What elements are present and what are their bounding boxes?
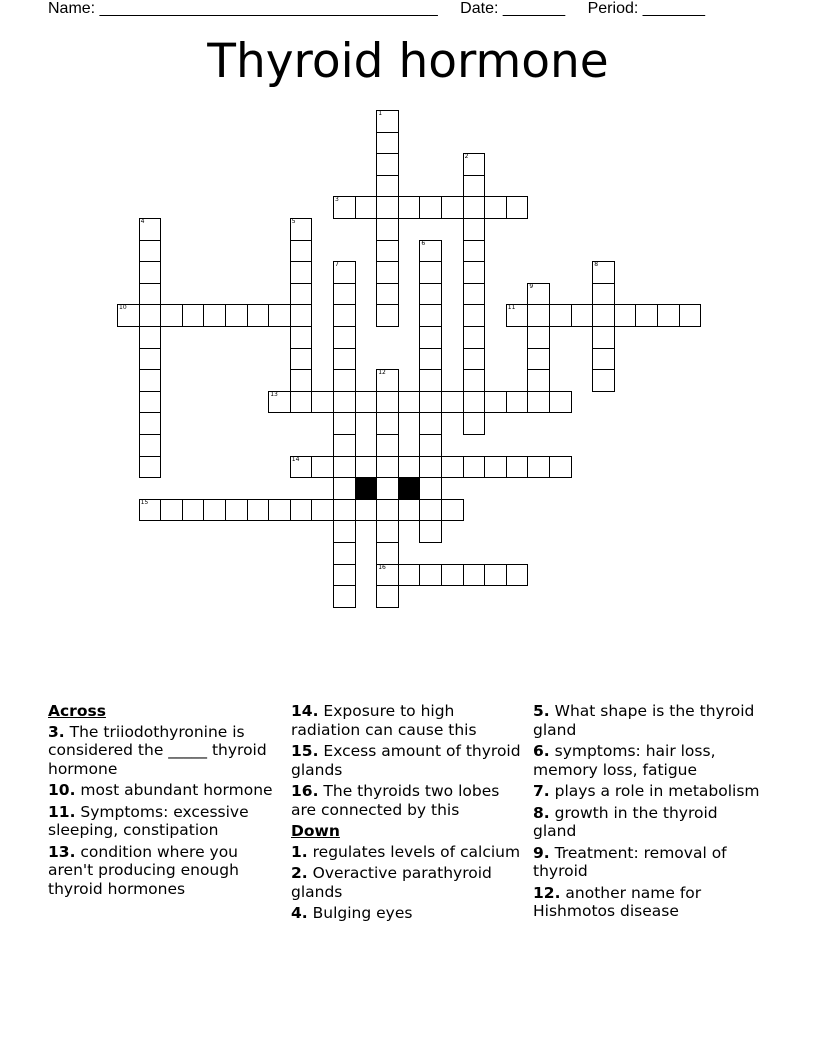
crossword-cell[interactable] (290, 456, 313, 479)
crossword-cell[interactable] (592, 283, 615, 306)
crossword-cell[interactable] (463, 261, 486, 284)
crossword-cell[interactable] (376, 499, 399, 522)
crossword-cell[interactable] (484, 456, 507, 479)
crossword-cell[interactable] (333, 412, 356, 435)
clue-text: Symptoms: excessive sleeping, constipation (48, 802, 249, 839)
clue-number: 12. (533, 883, 561, 902)
crossword-cell[interactable] (333, 434, 356, 457)
crossword-cell[interactable] (463, 564, 486, 587)
crossword-cell[interactable] (333, 499, 356, 522)
crossword-cell[interactable] (311, 499, 334, 522)
cell-number: 13 (270, 390, 278, 398)
crossword-cell[interactable] (139, 261, 162, 284)
clue-across-15 (291, 742, 521, 779)
cell-number: 2 (464, 153, 469, 161)
crossword-cell[interactable] (160, 499, 183, 522)
clue-down-5 (533, 702, 763, 739)
crossword-cell[interactable] (527, 283, 550, 306)
crossword-cell[interactable] (419, 434, 442, 457)
crossword-cell[interactable] (333, 542, 356, 565)
crossword-cell[interactable] (527, 348, 550, 371)
crossword-cell[interactable] (139, 240, 162, 263)
clue-down-4 (291, 904, 521, 923)
crossword-cell[interactable] (139, 499, 162, 522)
crossword-cell[interactable] (139, 218, 162, 241)
clue-down-9 (533, 844, 763, 881)
clue-across-3 (48, 723, 278, 779)
clue-down-1 (291, 843, 521, 862)
crossword-cell[interactable] (592, 261, 615, 284)
crossword-cell[interactable] (268, 304, 291, 327)
crossword-cell[interactable] (506, 196, 529, 219)
crossword-cell[interactable] (268, 499, 291, 522)
crossword-cell[interactable] (463, 369, 486, 392)
clue-across-14 (291, 702, 521, 739)
crossword-cell[interactable] (160, 304, 183, 327)
cell-number: 12 (378, 369, 386, 377)
crossword-cell[interactable] (376, 391, 399, 414)
crossword-cell[interactable] (592, 304, 615, 327)
crossword-cell[interactable] (290, 240, 313, 263)
page-title: Thyroid hormone (207, 34, 609, 89)
clue-across-13 (48, 843, 278, 899)
crossword-cell[interactable] (419, 369, 442, 392)
crossword-cell[interactable] (506, 304, 529, 327)
clue-down-2 (291, 864, 521, 901)
crossword-cell[interactable] (311, 456, 334, 479)
crossword-cell[interactable] (463, 456, 486, 479)
crossword-cell[interactable] (376, 132, 399, 155)
clue-text: condition where you aren't producing enough thyroid hormones (48, 842, 239, 898)
crossword-cell[interactable] (333, 348, 356, 371)
crossword-cell[interactable] (290, 499, 313, 522)
crossword-cell[interactable] (484, 196, 507, 219)
crossword-cell[interactable] (592, 326, 615, 349)
crossword-cell[interactable] (592, 348, 615, 371)
clue-number: 8. (533, 803, 550, 822)
crossword-cell[interactable] (311, 391, 334, 414)
crossword-cell[interactable] (203, 499, 226, 522)
crossword-cell[interactable] (441, 499, 464, 522)
crossword-cell[interactable] (376, 520, 399, 543)
crossword-cell[interactable] (441, 196, 464, 219)
crossword-cell[interactable] (376, 110, 399, 133)
crossword-cell[interactable] (182, 499, 205, 522)
clue-number: 15. (291, 742, 319, 760)
clue-down-8 (533, 804, 763, 841)
crossword-cell[interactable] (679, 304, 702, 327)
name-field[interactable]: Name: ______________________________________ (48, 0, 438, 17)
crossword-cell[interactable] (657, 304, 680, 327)
clue-column-1 (48, 702, 278, 901)
clue-across-10 (48, 781, 278, 800)
crossword-cell[interactable] (117, 304, 140, 327)
crossword-cell[interactable] (398, 196, 421, 219)
cell-number: 6 (421, 239, 426, 247)
clue-text: regulates levels of calcium (312, 842, 521, 861)
clue-number: 7. (533, 782, 550, 800)
clue-text: Treatment: removal of thyroid (533, 843, 727, 880)
cell-number: 1 (378, 110, 383, 117)
crossword-cell[interactable] (247, 499, 270, 522)
crossword-cell[interactable] (506, 391, 529, 414)
crossword-cell[interactable] (463, 283, 486, 306)
crossword-cell[interactable] (506, 456, 529, 479)
crossword-cell[interactable] (355, 196, 378, 219)
crossword-cell[interactable] (139, 348, 162, 371)
clue-number: 11. (48, 802, 76, 821)
crossword-cell[interactable] (333, 456, 356, 479)
crossword-cell[interactable] (419, 283, 442, 306)
crossword-cell[interactable] (290, 261, 313, 284)
crossword-cell[interactable] (333, 304, 356, 327)
crossword-cell[interactable] (290, 283, 313, 306)
clue-number: 13. (48, 842, 76, 861)
cell-number: 11 (507, 304, 516, 312)
clue-number: 10. (48, 781, 76, 799)
crossword-cell[interactable] (419, 348, 442, 371)
clue-text: Exposure to high radiation can cause this (291, 702, 477, 739)
crossword-cell[interactable] (635, 304, 658, 327)
crossword-cell[interactable] (247, 304, 270, 327)
crossword-cell[interactable] (333, 564, 356, 587)
crossword-cell[interactable] (225, 499, 248, 522)
crossword-cell[interactable] (463, 326, 486, 349)
crossword-cell[interactable] (139, 369, 162, 392)
crossword-cell[interactable] (376, 304, 399, 327)
crossword-cell[interactable] (463, 348, 486, 371)
crossword-cell[interactable] (419, 391, 442, 414)
crossword-cell[interactable] (376, 175, 399, 198)
crossword-cell[interactable] (376, 412, 399, 435)
crossword-cell[interactable] (398, 391, 421, 414)
clue-column-2 (291, 702, 521, 926)
crossword-cell[interactable] (139, 304, 162, 327)
crossword-cell[interactable] (549, 391, 572, 414)
crossword-cell[interactable] (290, 326, 313, 349)
crossword-cell[interactable] (376, 153, 399, 176)
crossword-cell[interactable] (527, 304, 550, 327)
crossword-cell[interactable] (419, 564, 442, 587)
crossword-cell[interactable] (376, 218, 399, 241)
crossword-cell[interactable] (398, 499, 421, 522)
crossword-cell[interactable] (376, 240, 399, 263)
crossword-cell[interactable] (355, 456, 378, 479)
crossword-cell[interactable] (527, 456, 550, 479)
crossword-cell[interactable] (139, 434, 162, 457)
crossword-cell[interactable] (419, 326, 442, 349)
crossword-cell[interactable] (549, 456, 572, 479)
clue-number: 4. (291, 904, 308, 922)
clue-text: another name for Hishmotos disease (533, 883, 702, 920)
crossword-cell[interactable] (549, 304, 572, 327)
crossword-cell[interactable] (333, 477, 356, 500)
crossword-cell[interactable] (355, 499, 378, 522)
clue-text: most abundant hormone (80, 781, 273, 799)
clue-text: Bulging eyes (312, 904, 413, 922)
crossword-cell[interactable] (376, 456, 399, 479)
crossword-cell[interactable] (419, 477, 442, 500)
clue-number: 5. (533, 702, 550, 720)
crossword-cell[interactable] (419, 261, 442, 284)
crossword-cell[interactable] (398, 456, 421, 479)
clue-across-11 (48, 803, 278, 840)
crossword-cell[interactable] (484, 391, 507, 414)
crossword-cell[interactable] (290, 218, 313, 241)
crossword-cell[interactable] (376, 564, 399, 587)
crossword-cell[interactable] (463, 391, 486, 414)
crossword-cell[interactable] (333, 261, 356, 284)
crossword-cell[interactable] (419, 456, 442, 479)
crossword-cell[interactable] (139, 456, 162, 479)
clue-number: 16. (291, 782, 319, 800)
crossword-cell[interactable] (139, 326, 162, 349)
crossword-cell[interactable] (463, 218, 486, 241)
crossword-cell[interactable] (441, 456, 464, 479)
crossword-cell[interactable] (398, 564, 421, 587)
crossword-cell[interactable] (527, 326, 550, 349)
clue-text: The thyroids two lobes are connected by this (291, 782, 500, 819)
crossword-cell[interactable] (441, 564, 464, 587)
crossword-cell[interactable] (614, 304, 637, 327)
crossword-cell[interactable] (419, 520, 442, 543)
crossword-cell[interactable] (290, 304, 313, 327)
crossword-cell[interactable] (419, 499, 442, 522)
clue-number: 2. (291, 864, 308, 882)
crossword-cell[interactable] (333, 369, 356, 392)
clue-column-3 (533, 702, 763, 924)
cell-number: 8 (594, 261, 599, 269)
clue-number: 6. (533, 742, 550, 760)
crossword-cell[interactable] (333, 196, 356, 219)
black-square (355, 477, 378, 500)
crossword-cell[interactable] (333, 585, 356, 608)
clue-text: growth in the thyroid gland (533, 803, 718, 840)
clue-text: Overactive parathyroid glands (291, 864, 492, 901)
clue-number: 1. (291, 842, 308, 861)
down-heading: Down (291, 822, 340, 840)
black-square (398, 477, 421, 500)
crossword-cell[interactable] (463, 240, 486, 263)
crossword-cell[interactable] (376, 434, 399, 457)
crossword-cell[interactable] (441, 391, 464, 414)
clue-number: 14. (291, 702, 319, 720)
crossword-cell[interactable] (527, 391, 550, 414)
date-field[interactable]: Date: _______ (460, 0, 566, 17)
cell-number: 7 (335, 261, 339, 269)
clue-text: Excess amount of thyroid glands (291, 742, 521, 779)
crossword-cell[interactable] (571, 304, 594, 327)
clue-down-6 (533, 742, 763, 779)
clue-text: What shape is the thyroid gland (533, 702, 755, 739)
crossword-cell[interactable] (419, 412, 442, 435)
crossword-cell[interactable] (139, 412, 162, 435)
crossword-cell[interactable] (484, 564, 507, 587)
cell-number: 4 (140, 218, 145, 225)
crossword-cell[interactable] (290, 391, 313, 414)
crossword-cell[interactable] (376, 283, 399, 306)
crossword-cell[interactable] (376, 261, 399, 284)
crossword-cell[interactable] (203, 304, 226, 327)
crossword-cell[interactable] (333, 520, 356, 543)
cell-number: 15 (140, 498, 149, 506)
crossword-cell[interactable] (376, 542, 399, 565)
crossword-cell[interactable] (139, 391, 162, 414)
crossword-cell[interactable] (527, 369, 550, 392)
cell-number: 10 (119, 304, 127, 312)
crossword-cell[interactable] (419, 240, 442, 263)
crossword-cell[interactable] (463, 412, 486, 435)
crossword-cell[interactable] (419, 304, 442, 327)
crossword-cell[interactable] (376, 196, 399, 219)
cell-number: 9 (529, 282, 534, 290)
crossword-cell[interactable] (463, 196, 486, 219)
crossword-cell[interactable] (139, 283, 162, 306)
clue-down-12 (533, 884, 763, 921)
crossword-cell[interactable] (333, 283, 356, 306)
crossword-cell[interactable] (376, 369, 399, 392)
clue-text: The triiodothyronine is considered the _____ thyroid hormone (48, 722, 267, 778)
crossword-cell[interactable] (463, 304, 486, 327)
crossword-cell[interactable] (333, 391, 356, 414)
crossword-cell[interactable] (376, 585, 399, 608)
period-field[interactable]: Period: _______ (587, 0, 706, 17)
crossword-cell[interactable] (290, 369, 313, 392)
cell-number: 14 (291, 455, 300, 463)
across-heading: Across (48, 702, 106, 720)
crossword-cell[interactable] (463, 175, 486, 198)
crossword-cell[interactable] (419, 196, 442, 219)
clue-down-7 (533, 782, 763, 801)
clue-text: symptoms: hair loss, memory loss, fatigue (533, 742, 716, 779)
crossword-cell[interactable] (268, 391, 291, 414)
crossword-cell[interactable] (182, 304, 205, 327)
crossword-cell[interactable] (333, 326, 356, 349)
crossword-cell[interactable] (463, 153, 486, 176)
crossword-cell[interactable] (355, 391, 378, 414)
crossword-cell[interactable] (376, 477, 399, 500)
clue-number: 3. (48, 722, 65, 741)
crossword-cell[interactable] (290, 348, 313, 371)
cell-number: 3 (335, 196, 339, 204)
crossword-cell[interactable] (506, 564, 529, 587)
clue-text: plays a role in metabolism (554, 782, 760, 800)
cell-number: 16 (378, 563, 386, 571)
clue-across-16 (291, 782, 521, 819)
cell-number: 5 (291, 218, 296, 225)
clue-number: 9. (533, 843, 550, 862)
crossword-cell[interactable] (592, 369, 615, 392)
crossword-cell[interactable] (225, 304, 248, 327)
